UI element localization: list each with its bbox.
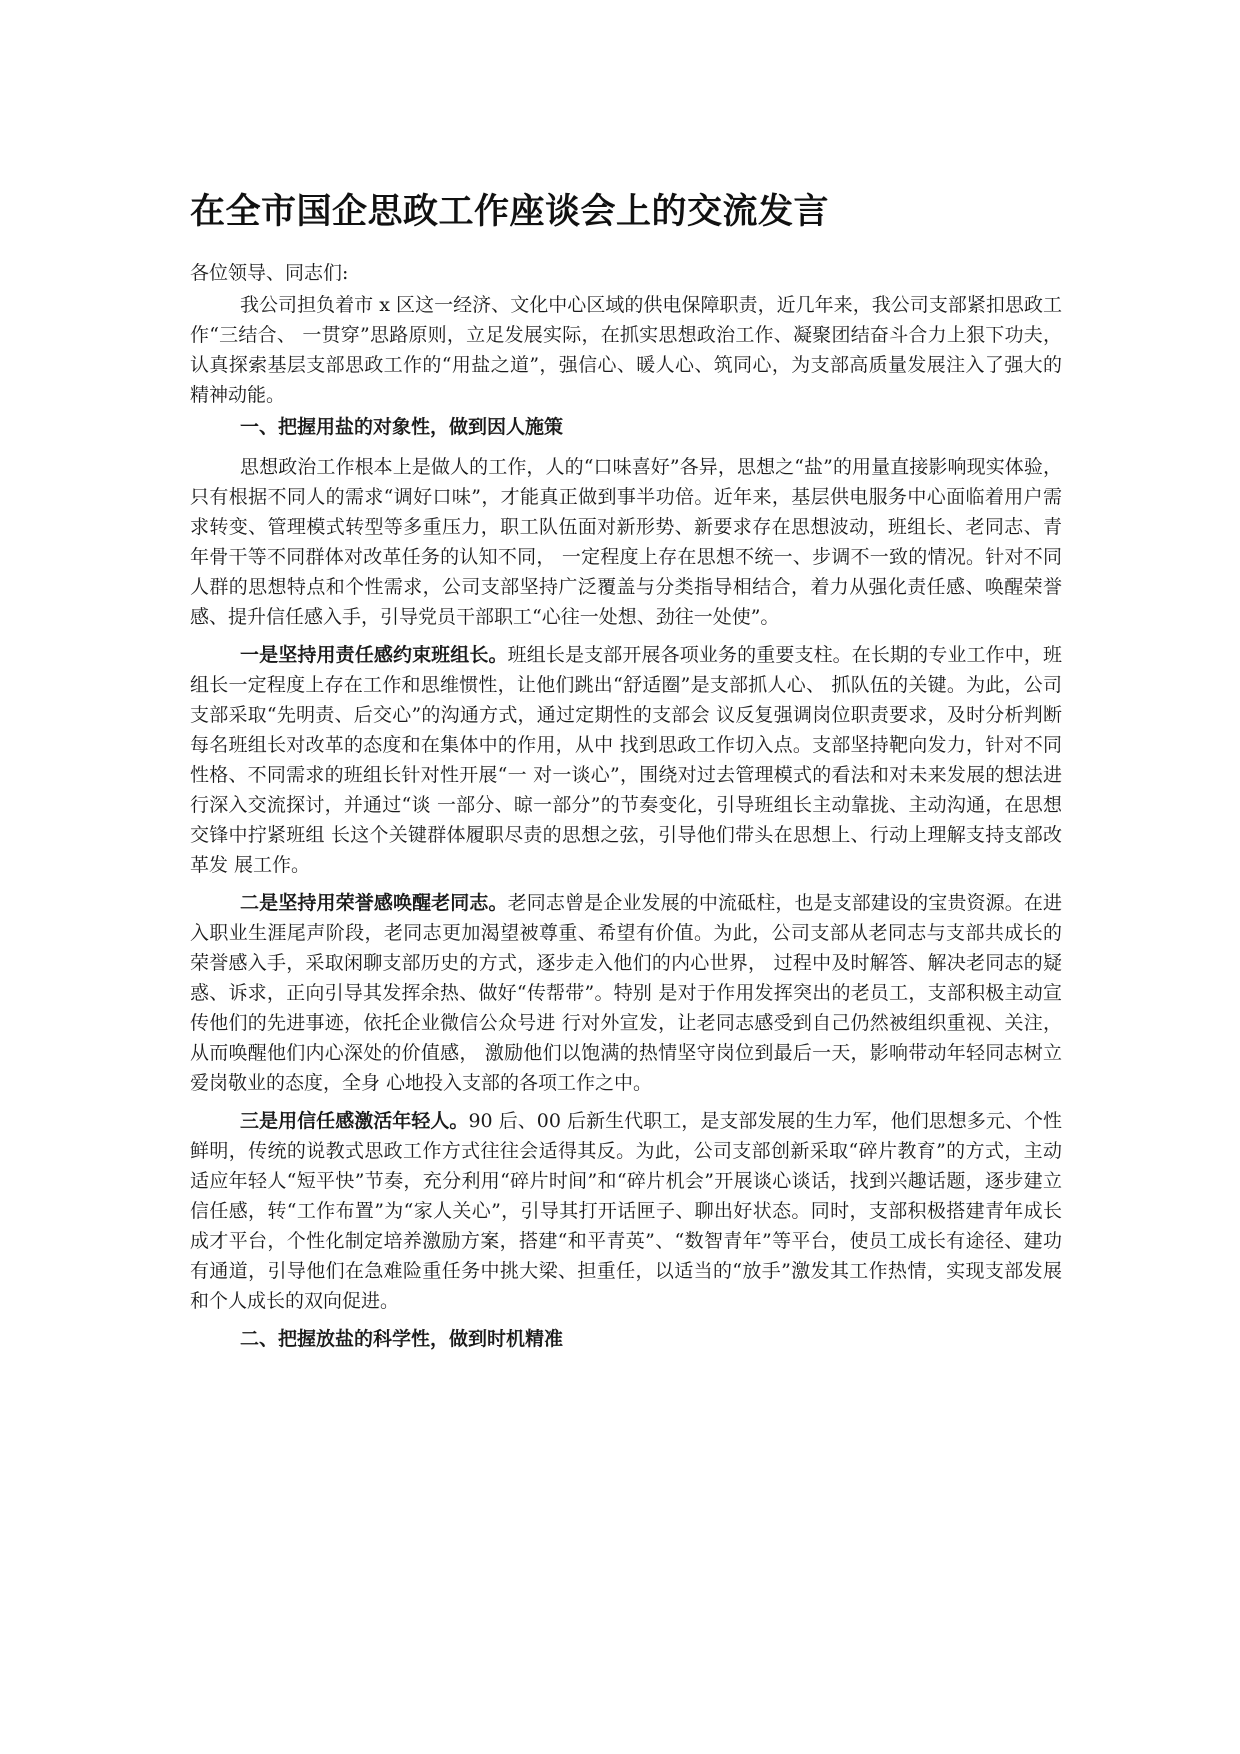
section-heading-1: 一、把握用盐的对象性，做到因人施策	[240, 416, 564, 438]
point3-lead: 三是用信任感激活年轻人。	[240, 1110, 469, 1132]
point2-paragraph	[190, 888, 1062, 1098]
intro-paragraph: 我公司担负着市 x 区这一经济、文化中心区域的供电保障职责，近几年来，我公司支部紧扣思政工作“三结合、 一贯穿”思路原则，立足发展实际，在抓实思想政治工作、凝聚团结奋斗合力上狠下功夫，认真探索基层支部思政工作的“用盐之道”，强信心、暖人心、筑同心，为支部高质量发展注入了强大的精神动能。	[190, 294, 1062, 406]
point1-paragraph	[190, 640, 1062, 880]
section1-paragraph: 思想政治工作根本上是做人的工作，人的“口味喜好”各异，思想之“盐”的用量直接影响现实体验，只有根据不同人的需求“调好口味”，才能真正做到事半功倍。近年来，基层供电服务中心面临着用户需求转变、管理模式转型等多重压力，职工队伍面对新形势、新要求存在思想波动，班组长、老同志、青年骨干等不同群体对改革任务的认知不同， 一定程度上存在思想不统一、步调不一致的情况。针对不同人群的思想特点和个性需求，公司支部坚持广泛覆盖与分类指导相结合，着力从强化责任感、唤醒荣誉感、提升信任感入手，引导党员干部职工“心往一处想、劲往一处使”。	[190, 456, 1062, 628]
point3-body: 90 后、00 后新生代职工，是支部发展的生力军，他们思想多元、个性鲜明，传统的说教式思政工作方式往往会适得其反。为此，公司支部创新采取“碎片教育”的方式，主动适应年轻人“短平快”节奏，充分利用“碎片时间”和“碎片机会”开展谈心谈话，找到兴趣话题，逐步建立信任感，转“工作布置”为“家人关心”，引导其打开话匣子、聊出好状态。同时，支部积极搭建青年成长成才平台，个性化制定培养激励方案，搭建“和平青英”、“数智青年”等平台，使员工成长有途径、建功有通道，引导他们在急难险重任务中挑大梁、担重任，以适当的“放手”激发其工作热情，实现支部发展和个人成长的双向促进。	[190, 1110, 1062, 1312]
point2-lead: 二是坚持用荣誉感唤醒老同志。	[240, 892, 508, 914]
document-page	[190, 190, 1062, 1364]
point2-body: 老同志曾是企业发展的中流砥柱，也是支部建设的宝贵资源。在进入职业生涯尾声阶段，老同志更加渴望被尊重、希望有价值。为此，公司支部从老同志与支部共成长的荣誉感入手，采取闲聊支部历史的方式，逐步走入他们的内心世界， 过程中及时解答、解决老同志的疑惑、诉求，正向引导其发挥余热、做好“传帮带”。特别 是对于作用发挥突出的老员工，支部积极主动宣传他们的先进事迹，依托企业微信公众号进 行对外宣发，让老同志感受到自己仍然被组织重视、关注，从而唤醒他们内心深处的价值感， 激励他们以饱满的热情坚守岗位到最后一天，影响带动年轻同志树立爱岗敬业的态度，全身 心地投入支部的各项工作之中。	[190, 892, 1062, 1094]
salutation: 各位领导、同志们:	[190, 262, 349, 284]
point3-paragraph	[190, 1106, 1062, 1316]
document-title: 在全市国企思政工作座谈会上的交流发言	[190, 192, 830, 232]
section-heading-2: 二、把握放盐的科学性，做到时机精准	[240, 1328, 564, 1350]
point1-lead: 一是坚持用责任感约束班组长。	[240, 644, 508, 666]
point1-body: 班组长是支部开展各项业务的重要支柱。在长期的专业工作中，班组长一定程度上存在工作和思维惯性，让他们跳出“舒适圈”是支部抓人心、 抓队伍的关键。为此，公司支部采取“先明责、后交心”的沟通方式，通过定期性的支部会 议反复强调岗位职责要求，及时分析判断每名班组长对改革的态度和在集体中的作用，从中 找到思政工作切入点。支部坚持靶向发力，针对不同性格、不同需求的班组长针对性开展“一 对一谈心”，围绕对过去管理模式的看法和对未来发展的想法进行深入交流探讨，并通过“谈 一部分、晾一部分”的节奏变化，引导班组长主动靠拢、主动沟通，在思想交锋中拧紧班组 长这个关键群体履职尽责的思想之弦，引导他们带头在思想上、行动上理解支持支部改革发 展工作。	[190, 644, 1062, 876]
